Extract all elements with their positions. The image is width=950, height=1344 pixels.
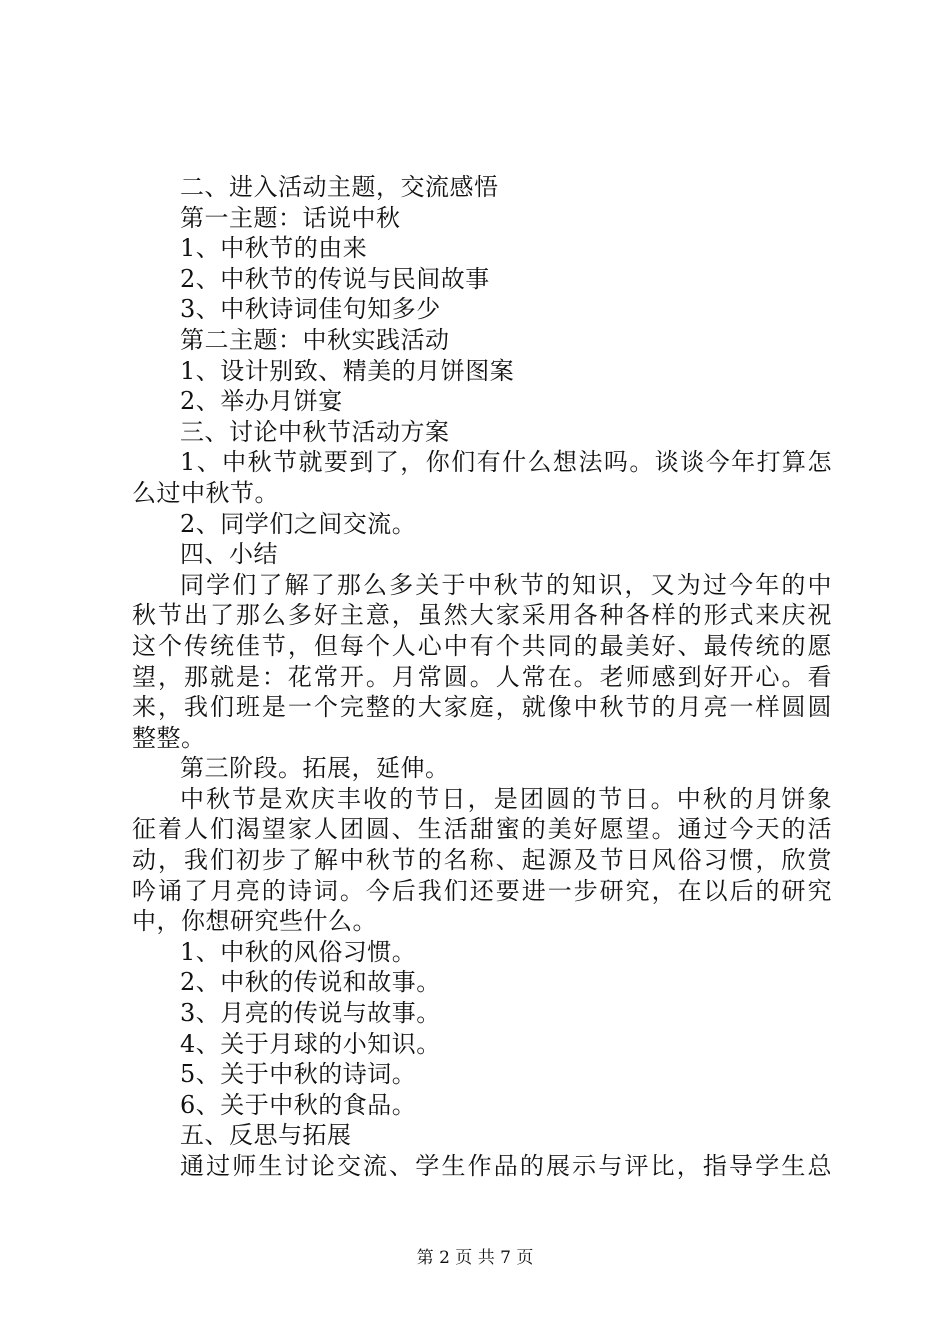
text-line: 么过中秋节。 <box>132 478 279 507</box>
text-line: 第三阶段。拓展，延伸。 <box>180 754 450 783</box>
text-line: 吟诵了月亮的诗词。今后我们还要进一步研究，在以后的研究 <box>132 876 832 905</box>
text-line: 同学们了解了那么多关于中秋节的知识，又为过今年的中 <box>180 570 832 599</box>
text-line: 来，我们班是一个完整的大家庭，就像中秋节的月亮一样圆圆 <box>132 693 832 722</box>
text-line: 2、中秋的传说和故事。 <box>180 968 441 997</box>
text-line: 2、举办月饼宴 <box>180 387 343 416</box>
text-line: 五、反思与拓展 <box>180 1121 352 1150</box>
text-line: 秋节出了那么多好主意，虽然大家采用各种各样的形式来庆祝 <box>132 601 832 630</box>
text-line: 3、月亮的传说与故事。 <box>180 999 441 1028</box>
text-line: 中，你想研究些什么。 <box>132 907 377 936</box>
text-line: 4、关于月球的小知识。 <box>180 1029 441 1058</box>
text-line: 1、中秋节就要到了，你们有什么想法吗。谈谈今年打算怎 <box>180 448 832 477</box>
text-line: 1、中秋的风俗习惯。 <box>180 937 417 966</box>
text-line: 3、中秋诗词佳句知多少 <box>180 295 441 324</box>
text-line: 2、中秋节的传说与民间故事 <box>180 264 490 293</box>
text-line: 三、讨论中秋节活动方案 <box>180 417 450 446</box>
text-line: 1、设计别致、精美的月饼图案 <box>180 356 515 385</box>
text-line: 5、关于中秋的诗词。 <box>180 1060 417 1089</box>
page-footer: 第 2 页 共 7 页 <box>416 1248 534 1268</box>
text-line: 望，那就是：花常开。月常圆。人常在。老师感到好开心。看 <box>132 662 832 691</box>
text-line: 征着人们渴望家人团圆、生活甜蜜的美好愿望。通过今天的活 <box>132 815 832 844</box>
text-line: 动，我们初步了解中秋节的名称、起源及节日风俗习惯，欣赏 <box>132 846 832 875</box>
text-line: 6、关于中秋的食品。 <box>180 1090 417 1119</box>
text-line: 1、中秋节的由来 <box>180 234 368 263</box>
text-line: 第二主题：中秋实践活动 <box>180 325 450 354</box>
text-line: 第一主题：话说中秋 <box>180 203 401 232</box>
text-line: 二、进入活动主题，交流感悟 <box>180 173 499 201</box>
text-line: 通过师生讨论交流、学生作品的展示与评比，指导学生总 <box>180 1152 832 1180</box>
text-line: 中秋节是欢庆丰收的节日，是团圆的节日。中秋的月饼象 <box>180 784 832 813</box>
document-body <box>132 172 832 1182</box>
text-line: 2、同学们之间交流。 <box>180 509 417 538</box>
text-line: 整整。 <box>132 723 206 752</box>
text-line: 四、小结 <box>180 540 278 569</box>
text-line: 这个传统佳节，但每个人心中有个共同的最美好、最传统的愿 <box>132 631 832 660</box>
